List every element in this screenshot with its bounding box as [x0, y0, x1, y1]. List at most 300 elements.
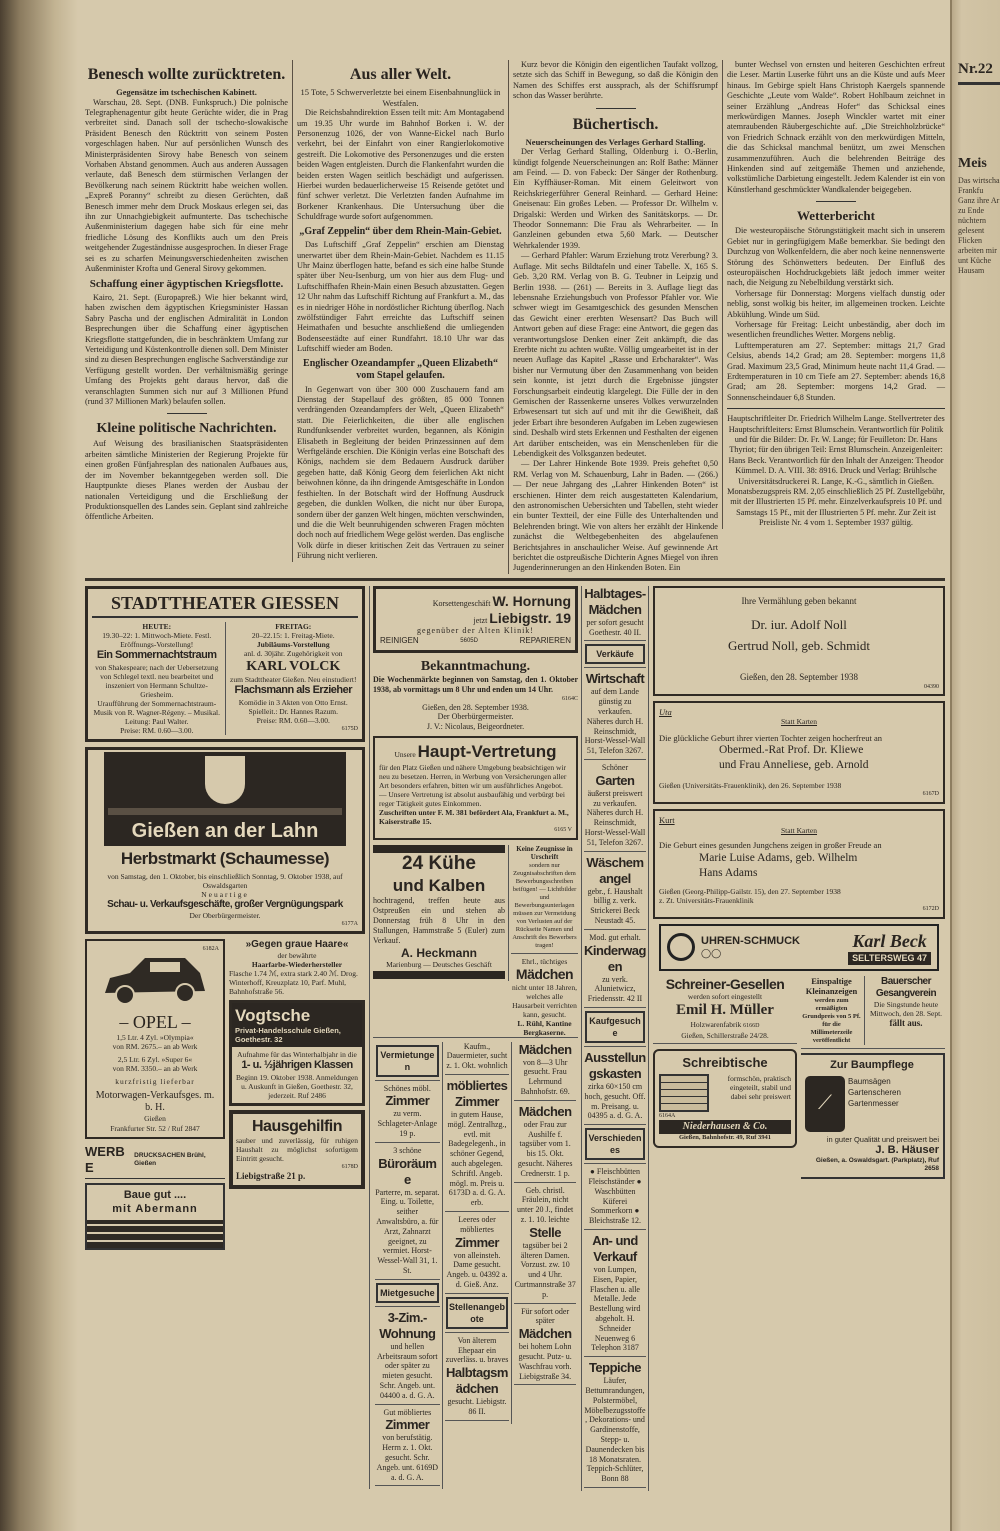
divider — [584, 1163, 646, 1164]
ad-stadttheater — [85, 586, 365, 742]
company-type: Holzwarenfabrik — [690, 1020, 742, 1030]
notice-kleinanzeigen — [801, 976, 865, 1045]
city: Gießen — [144, 1114, 166, 1124]
classified-title: Garten — [595, 772, 635, 788]
company-name: Emil H. Müller — [676, 1002, 774, 1019]
model: 2,5 Ltr. 6 Zyl. »Super 6« — [117, 1054, 193, 1064]
book-binding-shadow — [0, 0, 78, 1531]
ads-row-classifieds — [373, 1042, 578, 1490]
adjacent-page-number: Nr.22 — [958, 61, 993, 77]
ad-body: Die Singstunde heute Mittwoch, den 28. Sept. — [869, 999, 943, 1018]
classified-ad — [514, 1042, 576, 1097]
classified-title: Wäschemangel — [586, 854, 644, 886]
classified-title: Mädchen — [515, 965, 574, 982]
price: von RM. 3350.– an ab Werk — [112, 1064, 198, 1074]
divider — [445, 1420, 510, 1421]
ad-title: Schreibtische — [682, 1055, 768, 1071]
classified-ad — [375, 1283, 440, 1303]
divider — [584, 929, 646, 930]
classified-ad — [584, 1360, 646, 1484]
classified-column-3 — [512, 1042, 578, 1389]
ad-code: 6172D — [922, 905, 939, 912]
play-title: Flachsmann als Erzieher — [234, 684, 352, 697]
classified-body: und hellen Arbeitsraum sofort oder später zu mieten gesucht. Schr. Angeb. unt. 04400 a. d. G. A. — [377, 1341, 438, 1400]
classified-ad — [445, 1336, 510, 1417]
advertisement-section — [85, 586, 945, 1491]
announcement-text: Die Geburt eines gesunden Jungchens zeigen in großer Freude an — [659, 840, 882, 851]
ads-subcolumn-opel — [85, 939, 225, 1250]
ad-code: 6164A — [659, 1113, 676, 1120]
adjacent-page-headline: Meis — [958, 156, 987, 171]
classified-pre: Ehrl., tüchtiges — [521, 956, 568, 966]
ad-wedding — [653, 586, 945, 696]
ad-code: 6164C — [561, 695, 578, 702]
service: REPARIEREN — [519, 636, 571, 646]
ads-column-d — [649, 586, 945, 1179]
signature: Der Oberbürgermeister. — [189, 911, 261, 921]
classified-title: 3-Zim.-Wohnung — [379, 1309, 436, 1341]
article-body: Das Luftschiff „Graf Zeppelin“ erschien am Dienstag unerwartet über dem Rhein-Main-Gebiet. Nachdem es 11.15 Uhr Mainz überflogen hatte, befand es sich eine halbe Stunde später über Neu-Isenburg, um von hier aus dem Flug- und Luftschiffhafen Rhein-Main einen Besuch abzustatten. Gegen 12 Uhr nahm das Luftschiff Richtung auf Frankfurt a. M., das es in niedriger Höhe in nordöstlicher Richtung überflog. Nach zwölfstündiger Fahrt erreichte das Luftschiff seinen Heimathafen und besuchte anschließend die umliegenden Bodenseestädte auf einer Rundfahrt. 18.10 Uhr war das Luftschiff wieder am Boden. — [297, 240, 504, 354]
ad-body: der bewährte — [277, 951, 317, 961]
ad-note: fällt aus. — [889, 1017, 923, 1028]
newspaper-page — [85, 60, 945, 1491]
classified-body: nicht unter 18 Jahren, welches alle Hausarbeit verrichten kann, gesucht. — [512, 982, 577, 1019]
classified-body: tagsüber bei 2 älteren Damen. Vorzust. zw. 10 und 4 Uhr. Curtmannstraße 37 p. — [514, 1240, 576, 1299]
statt-karten: Statt Karten — [780, 825, 818, 835]
day-label: FREITAG: — [275, 622, 312, 632]
ad-herbstmarkt — [85, 747, 365, 934]
ad-hausgehilfin — [229, 1110, 365, 1189]
ad-body: werden sofort eingestellt — [687, 992, 763, 1002]
classified-body: von berufstätig. Herrn z. 1. Okt. gesucht. Schr. Angeb. unt. 6169D a. d. G. A. — [376, 1433, 438, 1482]
classified-body: gebr., f. Haushalt billig z. verk. Strickerei Beck Neustadt 45. — [587, 886, 643, 926]
classified-ad — [445, 1215, 510, 1290]
divider — [514, 1303, 576, 1304]
rings-icon: ◯◯ — [701, 948, 722, 959]
music-info: Uraufführung der Sommernachtstraum-Musik von R. Wagner-Régeny. – Musikal. Leitung: Paul Walter. — [93, 698, 221, 726]
ad-title: und Kalben — [392, 875, 486, 895]
article-body: bunter Wechsel von ernsten und heiteren Geschichten erfreut die Leser. Martin Luserke führt uns an die Küste und aufs Meer hinaus. Im Gebirge spielt Hans Christoph Kaergels spannende Geschichte „Leute vom Walde“. Robert Hohlbaum zeichnet in seiner Erzählung „Andreas Hofer“ das Schicksal eines merkwürdigen Mannes. Joseph Winckler wartet mit einer atemraubenden Räubergeschichte auf. „Die Streichholzbrücke“ von Friedrich Schnack erzählt von den merkwürdigen Mitteln, die das Schicksal manchmal benützt, um zwei Menschen zusammenzuführen. Auch die belehrenden Beiträge des Hinkenden sind auf zeitgemäße Themen und anziehende, volkstümliche Darbietung eingestellt. Jedem Kalender ist ein von Künstlerhand geschmückter Wandkalender beigegeben. — [727, 60, 945, 194]
school-address: Privat-Handelsschule Gießen, Goethestr. 32 — [235, 1026, 341, 1045]
classified-column-1 — [373, 1042, 443, 1490]
article-body: Warschau, 28. Sept. (DNB. Funkspruch.) Die polnische Telegraphenagentur gibt heute Gerüchte wider, die in Prag verbreitet sind. Danach soll der tschecho-slowakische Präsident Benesch den Rücktritt von seinem Posten vorgeschlagen haben. Nur auf persönlichen Wunsch des Ministerpräsidenten Sirovy habe Benesch von seinem Vorhaben Abstand genommen. Auch aus anderen Aussagen verlaute, daß Benesch dem stürmischen Verlangen der Bevölkerung nach seinem Rücktritt habe weichen wollen. „Expreß Poranny“ schreibt zu diesen Gerüchten, daß Benesch immer mehr dem Druck Moskaus erlegen sei, das ihn zur Unnachgiebigkeit aufmunterte. Das tschechische Außenministerium dagegen habe sich für eine mehr friedliche Lösung des Konflikts auch um den Preis weitgehender Zugeständnisse ausgesprochen. In dieser Frage sei es zu scharfen Meinungsverschiedenheiten zwischen Außenminister Krofta und General Sirovy gekommen. — [85, 97, 288, 274]
article-headline: Aus aller Welt. — [349, 66, 452, 83]
notice-title: Einspaltige Kleinanzeigen — [805, 975, 858, 997]
classified-ad — [445, 1297, 510, 1329]
article-headline: Englischer Ozeandampfer „Queen Elizabeth“ vom Stapel gelaufen. — [303, 357, 498, 382]
ad-hornung — [373, 586, 578, 654]
forecast-friday: Vorhersage für Freitag: Leicht unbeständig, aber doch im wesentlichen freundliches Wetter. Morgens neblig. — [727, 319, 945, 340]
classified-body: ● Fleischbütten Fleischständer ● Waschbütten Küferei Sommerkorn ● Bleichstraße 12. — [588, 1167, 642, 1226]
divider — [375, 1142, 440, 1143]
classified-body: zu verk. Alunietwicz, Friedensstr. 42 II — [587, 974, 643, 1004]
classified-column-narrow — [581, 586, 649, 1491]
bride-name: Gertrud Noll, geb. Schmidt — [728, 637, 870, 653]
note: Neuartige — [201, 890, 249, 900]
ad-title: Haupt-Vertretung — [417, 742, 557, 762]
ad-opel — [85, 939, 225, 1139]
classified-ad — [584, 1011, 646, 1043]
classified-ad — [584, 1233, 646, 1353]
divider — [584, 1229, 646, 1230]
brick-wall-icon — [87, 1220, 223, 1248]
groom-name: Dr. iur. Adolf Noll — [751, 616, 847, 632]
classified-body: per sofort gesucht Goethestr. 40 II. — [586, 617, 644, 637]
column-1 — [85, 60, 292, 523]
ad-graue-haare — [229, 939, 365, 996]
classified-title: Teppiche — [588, 1360, 642, 1376]
ads-column-a — [85, 586, 369, 1250]
classified-title: Mädchen — [518, 1103, 572, 1119]
classified-ad — [514, 1307, 576, 1382]
parent-name: Obermed.-Rat Prof. Dr. Kliewe — [719, 744, 864, 757]
divider — [584, 1124, 646, 1125]
ads-row-bottom-right — [653, 976, 945, 1179]
article-body: — Der Lahrer Hinkende Bote 1939. Preis geheftet 0,50 RM. Verlag von M. Schauenburg, Lahr in Baden. — (266.) — Der neue Jahrgang des „Lahrer Hinkenden Boten“ ist erschienen. Hinter dem reich ausgestatteten Kalendarium, den astronomischen Uebersichten und Tabellen, steht wieder ein bunter Textteil, der eine Fülle des Unterhaltenden und Belehrenden bringt. Wie von alters her erzählt der Hinkende zunächst die Weltbegebenheiten des abgelaufenen Berichtsjahres in anschaulicher Weise. Auf gewinnende Art berichtet die ostpreußische Dichterin Agnes Miegel von ihren Jugenderinnerungen an den Hinkenden Boten. Ein — [513, 459, 718, 573]
ad-code: 6165 V — [554, 826, 572, 833]
divider — [584, 1487, 646, 1488]
ad-abermann — [85, 1183, 225, 1250]
classified-contact: L. Rühl, Kantine Bergkaserne. — [517, 1018, 572, 1037]
column-4 — [722, 60, 945, 529]
classified-title: Zimmer — [385, 1417, 430, 1433]
divider — [375, 1485, 440, 1486]
address: Gießen, a. Oswaldsgart. (Parkplatz), Ruf 2658 — [815, 1156, 939, 1172]
notice-keine-zeugnisse — [509, 845, 578, 1037]
brand-name: – OPEL – — [119, 1011, 191, 1032]
ad-title: Hausgehilfin — [251, 1117, 342, 1135]
divider — [958, 82, 1000, 85]
classified-ad — [375, 1146, 440, 1276]
article-body: Kurz bevor die Königin den eigentlichen Taufakt vollzog, setzte sich das Schiff in Bewegung, so daß die Königin den Namen des Schiffes erst aussprach, als der Schiffsrumpf schon das Wasser berührte. — [513, 60, 718, 101]
ads-subcolumn-schreiner — [653, 976, 797, 1153]
ads-row-small — [801, 976, 945, 1049]
classified-pre: 3 schöne — [393, 1145, 422, 1155]
classified-ad — [445, 1078, 510, 1208]
announcement-date: Gießen (Georg-Philipp-Gailstr. 15), den 27. September 1938 — [659, 886, 841, 896]
ads-subcolumn-right — [229, 939, 365, 1189]
play-description: Komödie in 3 Akten von Otto Ernst. Spielleit.: Dr. Hannes Razum. — [238, 697, 348, 716]
statt-karten: Statt Karten — [780, 717, 818, 727]
article-headline: Büchertisch. — [572, 115, 659, 133]
classified-ad — [514, 1186, 576, 1300]
article-subheadline: Neuerscheinungen des Verlages Gerhard Stalling. — [525, 136, 706, 147]
address: SELTERSWEG 47 — [848, 952, 931, 965]
parent-name: und Frau Anneliese, geb. Arnold — [719, 759, 869, 772]
classified-body: Läufer, Bettumrandungen, Polstermöbel, Möbelbezugsstoffe, Dekorations- und Gardinenstoffe, Stepp- u. Daunendecken bis 18 Monatsraten. Teppich-Schlüter, Bonn 88 — [584, 1376, 646, 1484]
announcement-intro: Ihre Vermählung geben bekannt — [741, 595, 857, 606]
imprint: Hauptschriftleiter Dr. Friedrich Wilhelm Lange. Stellvertreter des Hauptschriftleiters: Ernst Blumschein. Verantwortlich für Politik und für die Bilder: Dr. Fr. W. Lange; für Feuilleton: Dr. Hans Thyriot; für den übrigen Teil: Ernst Blumschein. Anzeigenleiter: Hans Beck. Verantwortlich für den Inhalt der Anzeigen: Theodor Kümmel. D. A. VIII. 38: 8916. Druck und Verlag: Brühlsche Universitätsdruckerei R. Lange, K.-G., sämtlich in Gießen. Monatsbezugspreis RM. 2,05 einschließlich 25 Pf. Zustellgebühr, mit der Illustrierten 15 Pf. mehr. Einzelverkaufspreis 10 Pf. und Samstags 15 Pf., mit der Illustrierten 5 Pf. mehr. Zur Zeit ist Preisliste Nr. 4 vom 1. September 1937 gültig. — [727, 414, 945, 528]
company-name: Niederhausen & Co. — [659, 1120, 791, 1134]
classified-ad — [375, 1310, 440, 1401]
ad-title: WERBE — [85, 1144, 125, 1176]
classified-body: Parterre, m. separat. Eing. u. Toilette, seither Anwaltsbüro, a. für Arzt, Zahnarzt geeignet, zu vermiet. Horst-Wessel-Wall 31, 1. St. — [375, 1187, 440, 1275]
classified-title: Halbtagsmädchen — [446, 1365, 508, 1397]
classified-body: äußerst preiswert zu verkaufen. Näheres durch H. Reinschmidt, Horst-Wessel-Wall 51, Telefon 3267. — [584, 788, 646, 847]
ad-body: Aufnahme für das Winterhalbjahr in die — [237, 1050, 357, 1060]
article-body: Kairo, 21. Sept. (Europapreß.) Wie hier bekannt wird, haben zwischen dem ägyptischen Kriegsminister Hassan Sabry Pascha und der englischen Admiralität in London Besprechungen über die Schaffung einer ägyptischen Kriegsflotte stattgefunden, die in beschränktem Umfang zur Verteidigung und Küstenkontrolle dienen soll. Dem Minister sind zu diesen Besprechungen englische Sachverständige zur Verfügung gestellt worden. Der verhältnismäßig geringe Umfang des Projekts geht daraus hervor, daß die veranschlagten Summen sich nur auf 3 Millionen Pfund (rund 37 Millionen Mark) belaufen sollen. — [85, 293, 288, 407]
product-name: Haarfarbe-Wiederhersteller — [251, 960, 343, 970]
notice-body: Die Wochenmärkte beginnen von Samstag, den 1. Oktober 1938, ab vormittags um 8 Uhr und enden um 14 Uhr. — [373, 675, 578, 695]
classified-ad — [375, 1045, 440, 1077]
classified-body: von alleinsteh. Dame gesucht. Angeb. u. 04392 a. d. Gieß. Anz. — [446, 1250, 508, 1289]
weather-body: Die westeuropäische Störungstätigkeit macht sich in unserem Gebiet nur in geringfügigem Maße bemerkbar. Sie bedingt den Durchzug von Wolkenfeldern, die aber noch keine nennenswerte Störung des Schönwetters bedeuten. Der Einfluß des osteuropäischen Hochdruckgebiets läßt jedoch immer weiter nach, die Neigung zu Nebelbildung verstärkt sich. — [727, 226, 945, 288]
divider — [375, 1080, 440, 1081]
divider — [373, 971, 505, 979]
ads-row-kuehe — [373, 845, 578, 1038]
address: Gießen, Schillerstraße 24/28. — [681, 1031, 769, 1041]
divider — [584, 667, 646, 668]
article-body: Der Verlag Gerhard Stalling, Oldenburg i. O.-Berlin, kündigt folgende Neuerscheinungen an: Rolf Bathe: Männer am Feind. — D. von Fabeck: Der Sänger der Rothenburg. Ein Kyffhäuser-Roman. Mit einem Geleitwort von Reichskriegerführer General Reinhard. — Gerhard Heine: Gneisenau: Ein großes Leben. — Professor Dr. Wilhelm v. Drigalski: Werden und Wirken des Sanitätskorps. — Dr. Theodor Sonnemann: Die Frau als Wehrarbeiter. — In Ganzleinen gebunden etwa 5,60 Mark. — Deutscher Wehrkalender 1939. — [513, 147, 718, 250]
ad-title: Zur Baumpflege — [830, 1058, 914, 1071]
saw-icon: ⟋ — [805, 1076, 845, 1132]
classified-ad — [584, 1050, 646, 1121]
location-note: gegenüber der Alten Klinik! — [417, 626, 534, 636]
ad-code: 6166D — [743, 1023, 760, 1030]
classified-section-label: Mietgesuche — [376, 1283, 439, 1303]
ads-subcolumn-right-bottom — [801, 976, 945, 1179]
price: Preise: RM. 0.60—3.00. — [120, 725, 194, 735]
city-banner — [104, 752, 346, 846]
classified-body: auf dem Lande günstig zu verkaufen. Näheres durch H. Reinschmidt, Horst-Wessel-Wall 51, Telefon 3267. — [584, 687, 646, 756]
availability: kurzfristig lieferbar — [115, 1076, 195, 1086]
classified-pre: Von älterem Ehepaar ein zuverläss. u. braves — [445, 1335, 509, 1365]
divider — [514, 1384, 576, 1385]
divider — [584, 1046, 646, 1047]
announcement-location: z. Zt. Universitäts-Frauenklinik — [659, 895, 754, 905]
ad-title: Schreiner-Gesellen — [665, 975, 785, 992]
notice-body: werden zum ermäßigten Grundpreis von 5 Pf. für die Millimeterzeile veröffentlicht — [802, 996, 861, 1044]
divider — [373, 845, 505, 853]
classified-column-2 — [443, 1042, 513, 1424]
child-name: Kurt — [659, 815, 675, 826]
ad-code: 6178D — [341, 1163, 358, 1170]
ad-body: in guter Qualität und preiswert bei — [826, 1134, 939, 1144]
divider — [596, 108, 636, 109]
product-item: Gartenmesser — [848, 1098, 899, 1108]
occasion: anl. d. 30jähr. Zugehörigkeit von — [243, 649, 343, 659]
article-headline: Benesch wollte zurücktreten. — [87, 66, 286, 83]
classified-ad — [584, 763, 646, 848]
classified-title: An- und Verkauf — [592, 1232, 638, 1264]
ad-title: Herbstmarkt (Schaumesse) — [120, 848, 330, 868]
article-body: Die Reichsbahndirektion Essen teilt mit: Am Montagabend um 19.35 Uhr wurde im Bahnhof Borken i. W. der Personenzug 1026, der von Wanne-Eickel nach Burlo verkehrt, bei der Einfahrt von einer Rangierlokomotive gestreift. Die Lokomotive des Personenzuges und die ersten beiden Wagen entgleisten. Durch die Flankenfahrt wurden die beiden ersten Wagen seitlich beschädigt und aufgerissen. Hierbei wurden bedauerlicherweise 15 Reisende getötet und fünf schwer verletzt. Die Verletzten fanden Aufnahme im Borkener Krankenhaus. Die Untersuchung über die Schuldfrage wurde sofort aufgenommen. — [297, 108, 504, 222]
divider — [445, 1074, 510, 1075]
classified-ad — [584, 1167, 646, 1226]
classified-ad — [584, 855, 646, 926]
classified-body: gesucht. Liebigstr. 86 II. — [447, 1397, 507, 1416]
column-3 — [508, 60, 722, 574]
divider — [511, 953, 578, 954]
divider — [584, 1007, 646, 1008]
divider — [445, 1211, 510, 1212]
ad-gesangverein — [865, 976, 945, 1029]
temperatures: Lufttemperaturen am 27. September: mittags 21,7 Grad Celsius, abends 14,2 Grad; am 28. September: morgens 11,8 Grad. Maximum 23,5 Grad, Minimum heute nacht 11,4 Grad. — Erdtemperaturen in 10 cm Tiefe am 27. September: abends 16,8 Grad; am 28. September: morgens 14,2 Grad. — Sonnenscheindauer 6,8 Stunden. — [727, 340, 945, 402]
classified-body: oder Frau zur Aushilfe f. tagsüber vom 1. bis 15. Okt. gesucht. Näheres Crednerstr. 1 p. — [517, 1119, 573, 1178]
adjacent-page-fragment — [950, 0, 1000, 1531]
classified-ad — [375, 1408, 440, 1483]
contact: Zuschriften unter F. M. 381 befördert Ala, Frankfurt a. M., Kaiserstraße 15. — [379, 807, 569, 826]
ad-body: Flasche 1.74 ℳ, extra stark 2.40 ℳ. Drog. Winterhoff, Kreuzplatz 10, Parf. Muhl, Bahnhofstraße 56. — [229, 969, 358, 997]
play-description: von Shakespeare; nach der Uebersetzung von Schlegel textl. neu bearbeitet und inszeniert von Hermann Schultze-Griesheim. — [95, 662, 219, 699]
ad-vogtsche — [229, 1000, 365, 1106]
ad-title: 24 Kühe — [402, 852, 476, 874]
divider — [727, 408, 945, 409]
divider — [816, 201, 856, 202]
slogan: Baue gut .... — [123, 1189, 187, 1202]
classified-pre: Geb. christl. Fräulein, nicht unter 20 J., findet z. 1. 10. leichte — [517, 1185, 574, 1224]
classified-ad — [445, 1042, 510, 1071]
ad-body: hochtragend, treffen heute aus Ostpreußen ein und stehen ab Donnerstag früh 8 Uhr in den Stallungen, Hammstraße 5 (Euler) zum Verkauf. — [373, 896, 505, 946]
classified-title: Halbtages-Mädchen — [584, 585, 646, 617]
child-name: Uta — [659, 706, 672, 717]
performance-info: 19.30–22: 1. Mittwoch-Miete. Festl. Eröffnungs-Vorstellung! — [102, 631, 212, 650]
label: jetzt — [473, 615, 488, 625]
classified-body: Kaufm., Dauermieter, sucht z. 1. Okt. wohnlich — [446, 1041, 508, 1071]
lion-coat-of-arms-icon — [205, 756, 245, 804]
address: Frankfurter Str. 52 / Ruf 2847 — [110, 1123, 200, 1133]
ad-title: »Gegen graue Haare« — [245, 939, 349, 951]
divider — [167, 413, 207, 414]
ad-body: Beginn 19. Oktober 1938. Anmeldungen u. Auskunft in Gießen, Goethestr. 32, jederzeit. Ruf 2486 — [235, 1072, 359, 1100]
classified-pre: Leeres oder möbliertes — [458, 1214, 496, 1234]
notice-bekanntmachung — [373, 658, 578, 731]
classified-section-label: Verkäufe — [585, 644, 645, 664]
seller-origin: Marienburg — Deutsches Geschäft — [386, 960, 492, 970]
parent-name: Hans Adams — [699, 866, 758, 879]
adjacent-page-text: Das wirtscha Frankfu Ganz ihre Ar zu Ende nüchtern gelesent Flicken arbeiten mir unt Küche Hausam — [958, 176, 1000, 275]
classified-title: Kinderwagen — [584, 942, 646, 974]
classified-section-label: Vermietungen — [376, 1045, 439, 1077]
notice-title: Bekanntmachung. — [420, 659, 531, 675]
ad-birth-kurt — [653, 809, 945, 919]
section-divider — [85, 578, 945, 581]
ad-code: 5605D — [460, 638, 478, 645]
shop-name: W. Hornung — [492, 592, 571, 609]
divider — [584, 851, 646, 852]
ad-body: sauber und zuverlässig, für ruhigen Haushalt zu möglichst sofortigem Eintritt gesucht. — [236, 1135, 358, 1163]
classified-ad — [375, 1084, 440, 1139]
classified-ad — [584, 933, 646, 1004]
classified-ad — [584, 586, 646, 638]
shop-type: UHREN-SCHMUCK — [701, 935, 800, 948]
actor-name: KARL VOLCK — [246, 659, 341, 675]
article-body: In Gegenwart von über 300 000 Zuschauern fand am Dienstag der Stapellauf des größten, 85 000 Tonnen verdrängenden Ozeandampfers der Welt, „Queen Elizabeth“ statt. Die Feierlichkeiten, die über alle englischen Rundfunksender verbreitet wurden, begannen, als Königin Elisabeth in Begleitung der beiden Prinzessinnen auf dem Werftgelände erschien. Die Königin verlas eine Botschaft des Königs, nachdem sie dem Bedauern Ausdruck darüber gegeben hatte, daß König Georg dem feierlichen Akt nicht beiwohnen könne, da ihn dringende Amtsgeschäfte in London festhielten. In der Botschaft wird der Hoffnung Ausdruck gegeben, die dunklen Wolken, die nicht nur über Europa, sondern über der ganzen Welt hingen, möchten verschwinden, und die die Welt beunruhigenden schweren Fragen möchten doch noch auf friedlichem Wege gelöst werden. Das englische Volk dürfe in dieser kritischen Zeit das Vertrauen zu seiner Führung nicht verlieren. — [297, 384, 504, 561]
ad-kuehe — [373, 845, 509, 982]
play-title: Ein Sommernachtstraum — [96, 649, 217, 662]
divider — [445, 1293, 510, 1294]
note: zum Stadttheater Gießen. Neu einstudiert! — [230, 675, 357, 685]
address: Liebigstraße 21 p. — [236, 1170, 306, 1181]
weather-headline: Wetterbericht — [797, 208, 875, 224]
classified-title: Mädchen — [518, 1326, 572, 1342]
article-section — [85, 60, 945, 574]
classified-body: zirka 60×150 cm hoch, gesucht. Off. m. Preisang. u. 04395 a. d. G. A. — [584, 1082, 646, 1121]
dates: von Samstag, den 1. Oktober, bis einschließlich Sonntag, 9. Oktober 1938, auf Oswaldsgarten — [107, 872, 343, 891]
classified-section-label: Stellenangebote — [446, 1297, 509, 1329]
classified-section-label: Verschiedenes — [585, 1128, 645, 1160]
day-label: HEUTE: — [142, 622, 172, 632]
classified-body: von 8—3 Uhr gesucht. Frau Lehrmund Bahnhofstr. 69. — [520, 1057, 570, 1097]
divider — [584, 1356, 646, 1357]
divider — [514, 1100, 576, 1101]
classified-title: Ausstellungskasten — [584, 1050, 646, 1081]
classified-title: Wirtschaft — [585, 671, 645, 687]
divider — [584, 759, 646, 760]
classified-title: Mädchen — [518, 1041, 572, 1057]
ad-code: 6182A — [202, 946, 219, 953]
classified-body: bei hohem Lohn gesucht. Putz- u. Waschfrau vorh. Liebigstraße 34. — [518, 1342, 572, 1381]
forecast-thursday: Vorhersage für Donnerstag: Morgens vielfach dunstig oder neblig, sonst wolkig bis heiter, im allgemeinen trocken. Leichte Abkühlung. Winde um Süd. — [727, 288, 945, 319]
dealer-name: Motorwagen-Verkaufsges. m. b. H. — [95, 1090, 215, 1114]
ad-beck — [659, 924, 939, 971]
notice-body: sondern nur Zeugnisabschriften dem Bewerbungsschreiben beifügen! — Lichtbilder und Bewerbungsunterlagen müssen zur Vermeidung von Verlusten auf der Rückseite Namen und Anschrift des Bewerbers tragen! — [512, 861, 577, 949]
classified-section-label: Kaufgesuche — [585, 1011, 645, 1043]
ad-werbe-drucksachen — [85, 1144, 225, 1179]
service: REINIGEN — [380, 636, 419, 646]
car-icon — [100, 953, 210, 1008]
classified-ad — [584, 1128, 646, 1160]
classified-ad — [584, 671, 646, 756]
ad-body: DRUCKSACHEN Brühl, Gießen — [134, 1152, 206, 1168]
classified-title: Büroräume — [378, 1155, 437, 1187]
label: Unsere — [394, 750, 416, 760]
divider — [375, 1404, 440, 1405]
classified-pre: Schönes möbl. — [383, 1083, 431, 1093]
classified-pre: Mod. gut erhalt. — [589, 932, 641, 942]
jubilee-label: Jubiläums-Vorstellung — [256, 640, 330, 650]
ad-birth-uta — [653, 701, 945, 805]
ad-title: Bauerscher Gesangverein — [875, 975, 937, 999]
ads-column-b — [369, 586, 581, 1489]
classified-pre: Gut möbliertes — [383, 1407, 432, 1417]
classified-ad — [514, 1104, 576, 1179]
performance-info: 20–22.15: 1. Freitag-Miete. — [251, 631, 335, 641]
ad-code: 04390 — [924, 683, 939, 690]
model: 1,5 Ltr. 4 Zyl. »Olympia« — [116, 1032, 194, 1042]
classified-body: von Lumpen, Eisen, Papier, Flaschen u. alle Metalle. Jede Bestellung wird abgeholt. H. Schneider Neuenweg 6 Telephon 3187 — [589, 1264, 641, 1353]
announcement-date: Gießen (Universitäts-Frauenklinik), den 26. September 1938 — [659, 781, 842, 791]
notice-date: Gießen, den 28. September 1938. — [422, 702, 529, 712]
column-2 — [292, 60, 508, 562]
price: von RM. 2675.– an ab Werk — [112, 1042, 198, 1052]
divider — [445, 1332, 510, 1333]
ad-body: formschön, praktisch eingeteilt, stabil und dabei sehr preiswert — [727, 1074, 791, 1102]
shop-name: Karl Beck — [852, 930, 927, 951]
divider — [514, 1182, 576, 1183]
ad-code: 6177A — [341, 921, 358, 928]
article-headline: Schaffung einer ägyptischen Kriegsflotte. — [89, 277, 284, 290]
company-name: J. B. Häuser — [875, 1143, 939, 1156]
attractions: Schau- u. Verkaufsgeschäfte, großer Vergnügungspark — [107, 899, 343, 911]
product-item: Baumsägen — [848, 1076, 891, 1086]
class-type: 1- u. ½jährigen Klassen — [241, 1059, 353, 1072]
product-item: Gartenscheren — [848, 1087, 901, 1097]
banner-text: Gießen an der Lahn — [131, 819, 319, 842]
announcement-text: Die glückliche Geburt ihrer vierten Tochter zeigen hocherfreut an — [659, 732, 882, 743]
shop-type: Korsettengeschäft — [432, 598, 491, 608]
article-headline: „Graf Zeppelin“ über dem Rhein-Main-Gebiet. — [299, 225, 502, 237]
announcement-date: Gießen, den 28. September 1938 — [740, 671, 858, 682]
company-name: mit Abermann — [112, 1203, 198, 1216]
classified-pre: Für sofort oder später — [521, 1306, 570, 1326]
divider — [375, 1279, 440, 1280]
seller: A. Heckmann — [400, 946, 478, 961]
divider — [584, 640, 646, 641]
classified-ad — [584, 644, 646, 664]
skyline-icon — [108, 808, 342, 815]
price: Preise: RM. 0.60—3.00. — [256, 715, 330, 725]
